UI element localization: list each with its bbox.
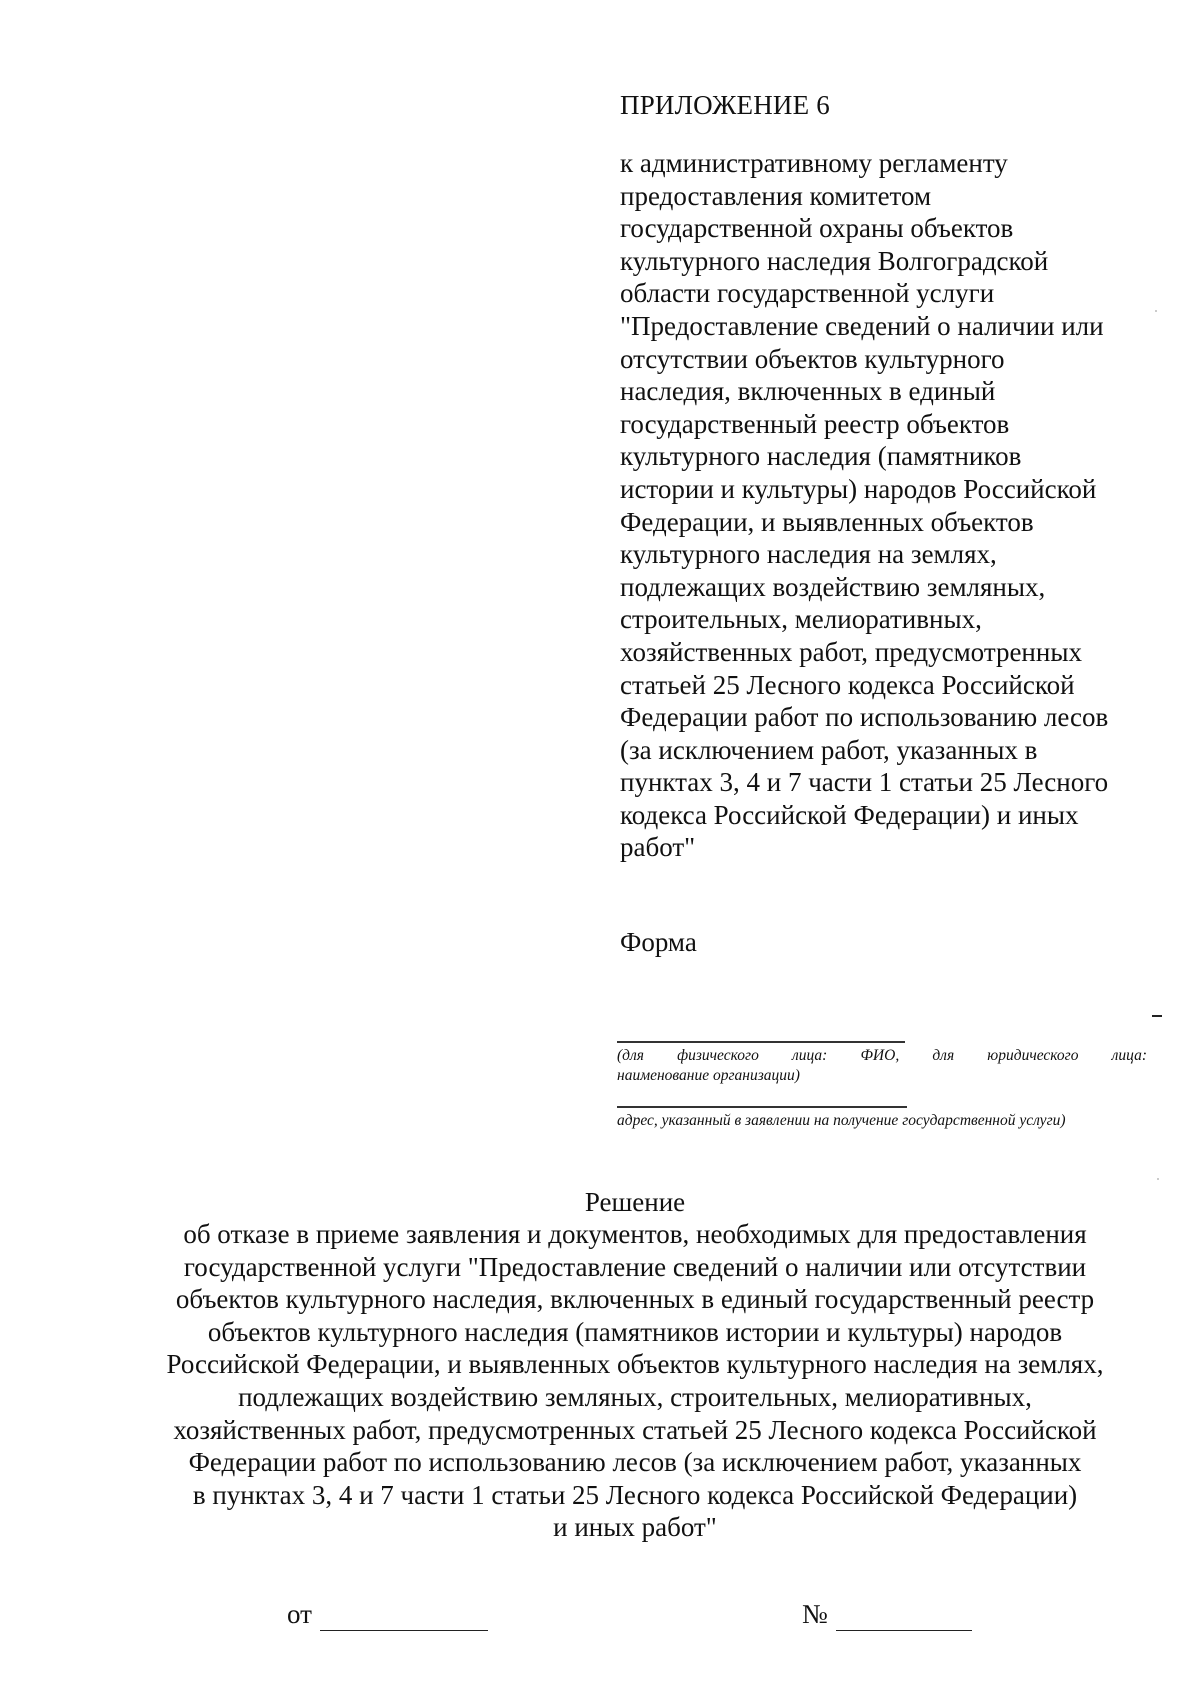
number-label: № bbox=[802, 1599, 828, 1629]
decision-title: Решение bbox=[584, 1187, 686, 1217]
appendix-line: наследия, включенных в единый bbox=[620, 376, 996, 407]
hint-word: (для bbox=[617, 1047, 644, 1064]
date-blank-line bbox=[320, 1604, 488, 1631]
scan-speck bbox=[1155, 310, 1157, 312]
number-blank-line bbox=[836, 1604, 972, 1631]
hint-word: ФИО, bbox=[860, 1047, 900, 1064]
decision-line: об отказе в приеме заявления и документов, необходимых для предоставления bbox=[183, 1219, 1087, 1249]
hint-row: наименование организации) bbox=[617, 1067, 800, 1084]
hint-word: юридического bbox=[987, 1047, 1079, 1064]
appendix-line: предоставления комитетом bbox=[620, 180, 932, 211]
appendix-line: кодекса Российской Федерации) и иных bbox=[620, 799, 1079, 830]
scan-speck bbox=[1157, 1178, 1159, 1180]
recipient-address-hint: адрес, указанный в заявлении на получение государственной услуги) bbox=[617, 1112, 1066, 1129]
appendix-title: ПРИЛОЖЕНИЕ 6 bbox=[620, 90, 830, 120]
appendix-line: культурного наследия Волгоградской bbox=[620, 245, 1049, 276]
decision-line: Федерации работ по использованию лесов (за исключением работ, указанных bbox=[188, 1447, 1082, 1478]
decision-line: и иных работ" bbox=[553, 1512, 717, 1543]
appendix-description bbox=[620, 147, 1180, 864]
appendix-line: строительных, мелиоративных, bbox=[620, 604, 982, 635]
appendix-line: государственной охраны объектов bbox=[620, 213, 1014, 244]
recipient-name-line bbox=[617, 1041, 905, 1043]
decision-body bbox=[100, 1218, 1170, 1544]
number-field bbox=[802, 1597, 972, 1631]
appendix-line: Федерации работ по использованию лесов bbox=[620, 702, 1109, 733]
appendix-line: хозяйственных работ, предусмотренных bbox=[620, 636, 1082, 667]
decision-line: хозяйственных работ, предусмотренных статьей 25 Лесного кодекса Российской bbox=[173, 1414, 1097, 1445]
recipient-address-line bbox=[617, 1106, 907, 1108]
appendix-line: работ" bbox=[620, 832, 696, 863]
appendix-line: подлежащих воздействию земляных, bbox=[620, 571, 1046, 602]
decision-line: подлежащих воздействию земляных, строительных, мелиоративных, bbox=[238, 1381, 1032, 1412]
scan-mark bbox=[1152, 1015, 1162, 1017]
appendix-line: области государственной услуги bbox=[620, 278, 995, 309]
hint-row bbox=[617, 1046, 1147, 1066]
form-label: Форма bbox=[620, 927, 697, 957]
hint-word: лица: bbox=[791, 1047, 828, 1064]
appendix-line: культурного наследия на землях, bbox=[620, 539, 997, 570]
appendix-line: отсутствии объектов культурного bbox=[620, 343, 1005, 374]
appendix-line: "Предоставление сведений о наличии или bbox=[620, 310, 1104, 341]
decision-line: государственной услуги "Предоставление сведений о наличии или отсутствии bbox=[183, 1251, 1087, 1282]
appendix-line: Федерации, и выявленных объектов bbox=[620, 506, 1034, 537]
date-label: от bbox=[287, 1599, 312, 1629]
decision-line: Российской Федерации, и выявленных объектов культурного наследия на землях, bbox=[166, 1349, 1104, 1380]
appendix-line: (за исключением работ, указанных в bbox=[620, 734, 1038, 765]
recipient-name-hint bbox=[617, 1046, 1147, 1086]
appendix-line: культурного наследия (памятников bbox=[620, 441, 1022, 472]
hint-word: лица: bbox=[1111, 1047, 1147, 1064]
appendix-line: к административному регламенту bbox=[620, 148, 1008, 178]
appendix-line: государственный реестр объектов bbox=[620, 408, 1010, 439]
hint-word: физического bbox=[677, 1047, 759, 1064]
appendix-line: статьей 25 Лесного кодекса Российской bbox=[620, 669, 1075, 700]
decision-line: объектов культурного наследия (памятников истории и культуры) народов bbox=[207, 1316, 1063, 1347]
appendix-line: истории и культуры) народов Российской bbox=[620, 473, 1097, 504]
decision-line: в пунктах 3, 4 и 7 части 1 статьи 25 Лесного кодекса Российской Федерации) bbox=[192, 1479, 1078, 1510]
appendix-line: пунктах 3, 4 и 7 части 1 статьи 25 Лесного bbox=[620, 767, 1109, 798]
date-field bbox=[287, 1597, 488, 1631]
hint-word: для bbox=[932, 1047, 955, 1064]
decision-line: объектов культурного наследия, включенных в единый государственный реестр bbox=[175, 1284, 1095, 1315]
